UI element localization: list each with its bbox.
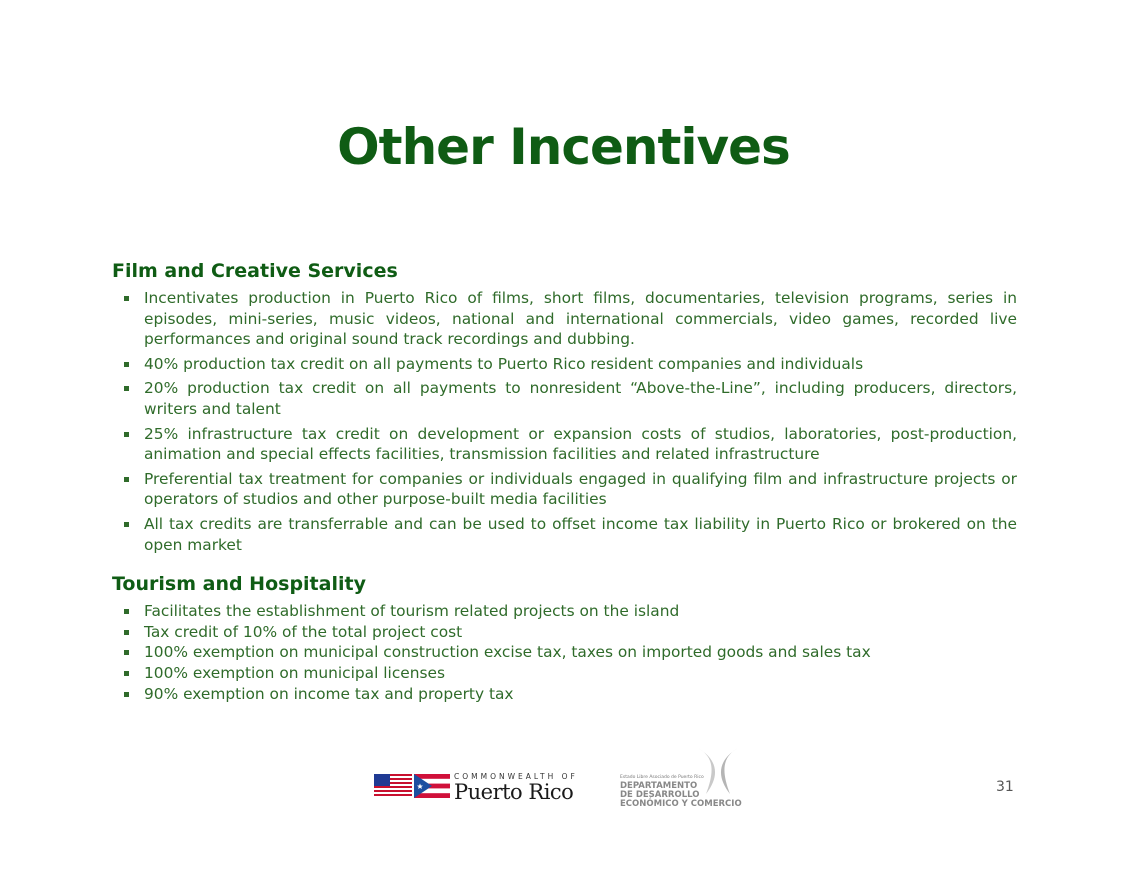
puerto-rico-logo xyxy=(374,772,578,804)
bullet-item: 20% production tax credit on all payments to nonresident “Above-the-Line”, including producers, directors, writers and talent xyxy=(144,379,1017,418)
ddec-mark-icon xyxy=(694,746,742,796)
bullet-item: Incentivates production in Puerto Rico of films, short films, documentaries, television programs, series in episodes, mini-series, music videos, national and international commercials, video games, recorded live performances and original sound track recordings and dubbing. xyxy=(144,289,1017,349)
bullet-item: Preferential tax treatment for companies or individuals engaged in qualifying film and infrastructure projects or operators of studios and other purpose-built media facilities xyxy=(144,469,1017,509)
bullet-list xyxy=(112,601,1017,704)
ddec-logo xyxy=(620,746,760,808)
section-film xyxy=(112,260,1017,555)
bullet-item: 100% exemption on municipal licenses xyxy=(144,663,1017,684)
bullet-list xyxy=(112,288,1017,555)
slide-title: Other Incentives xyxy=(337,118,790,176)
bullet-item: 100% exemption on municipal construction excise tax, taxes on imported goods and sales tax xyxy=(144,642,1017,663)
pr-logo-text: Puerto Rico xyxy=(454,780,574,804)
page-number: 31 xyxy=(996,779,1014,795)
section-heading: Tourism and Hospitality xyxy=(112,573,366,596)
footer-logos xyxy=(0,740,1127,810)
bullet-item: Facilitates the establishment of tourism related projects on the island xyxy=(144,601,1017,622)
bullet-item: 25% infrastructure tax credit on development or expansion costs of studios, laboratories, post-production, animation and special effects facilities, transmission facilities and related infrastructure xyxy=(144,424,1017,464)
bullet-item: Tax credit of 10% of the total project cost xyxy=(144,622,1017,643)
section-tourism xyxy=(112,573,1017,704)
pr-logo-small-text: COMMONWEALTH OF xyxy=(454,772,578,781)
ddec-line-2: DE DESARROLLO xyxy=(620,790,700,800)
section-heading: Film and Creative Services xyxy=(112,260,398,282)
bullet-item: 90% exemption on income tax and property tax xyxy=(144,684,1017,705)
ddec-line-1: DEPARTAMENTO xyxy=(620,781,698,791)
slide-content xyxy=(112,260,1017,704)
ddec-line-3: ECONÓMICO Y COMERCIO xyxy=(620,799,742,809)
bullet-item: All tax credits are transferrable and can be used to offset income tax liability in Puerto Rico or brokered on the open market xyxy=(144,514,1017,554)
bullet-item: 40% production tax credit on all payments to Puerto Rico resident companies and individuals xyxy=(144,354,1017,375)
flags-icon xyxy=(374,774,450,798)
ddec-small-text: Estado Libre Asociado de Puerto Rico xyxy=(620,775,704,780)
